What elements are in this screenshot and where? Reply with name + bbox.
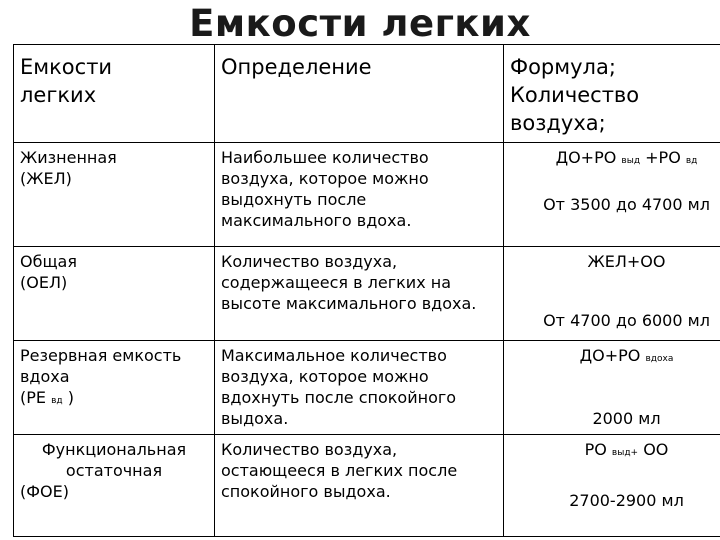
row-amount: От 3500 до 4700 мл	[543, 195, 710, 214]
row-name-cell	[14, 435, 215, 537]
header-formula-line-3: воздуха;	[510, 111, 606, 135]
row-name-line: Жизненная	[20, 148, 117, 167]
row-name-line: остаточная	[65, 461, 163, 480]
table-row	[14, 341, 720, 435]
row-name-cell	[14, 341, 215, 435]
header-formula-line-2: Количество	[510, 83, 640, 107]
row-name-line: Общая	[20, 252, 77, 271]
header-capacity-line-2: легких	[20, 83, 97, 107]
row-amount: От 4700 до 6000 мл	[543, 311, 710, 330]
row-name-line: вдоха	[20, 367, 70, 386]
row-abbr-line: (ФОЕ)	[20, 482, 69, 501]
row-definition-cell: Количество воздуха, остающееся в легких после спокойного выдоха.	[215, 435, 504, 537]
row-formula: ДО+РО выд +РО вд	[555, 148, 698, 167]
row-formula: РО выд+ ОО	[584, 440, 669, 459]
table-row	[14, 247, 720, 341]
header-capacity-line-1: Емкости	[20, 55, 113, 79]
row-name-cell	[14, 247, 215, 341]
row-formula-cell	[504, 435, 720, 537]
spacer	[510, 464, 720, 490]
header-capacity	[14, 45, 215, 143]
row-formula-cell	[504, 247, 720, 341]
row-abbr-line: (РЕ вд )	[20, 388, 74, 407]
slide-title: Емкости легких	[189, 2, 531, 45]
lung-capacity-table	[13, 44, 720, 537]
row-name-line: Резервная емкость	[20, 346, 182, 365]
header-definition: Определение	[215, 45, 504, 143]
table-header-row	[14, 45, 720, 143]
row-definition-cell: Наибольшее количество воздуха, которое можно выдохнуть после максимального вдоха.	[215, 143, 504, 247]
row-formula-cell	[504, 143, 720, 247]
header-formula-line-1: Формула;	[510, 55, 616, 79]
row-formula: ЖЕЛ+ОО	[587, 252, 666, 271]
header-formula	[504, 45, 720, 143]
row-amount: 2700-2900 мл	[569, 491, 684, 510]
row-definition-cell: Максимальное количество воздуха, которое можно вдохнуть после спокойного выдоха.	[215, 341, 504, 435]
row-name-cell	[14, 143, 215, 247]
row-name-line: Функциональная	[41, 440, 187, 459]
row-abbr-line: (ЖЕЛ)	[20, 169, 72, 188]
spacer	[510, 370, 720, 408]
table-row	[14, 143, 720, 247]
row-formula: ДО+РО вдоха	[579, 346, 674, 365]
spacer	[510, 172, 720, 194]
table-row	[14, 435, 720, 537]
row-abbr-line: (ОЕЛ)	[20, 273, 68, 292]
row-formula-cell	[504, 341, 720, 435]
row-definition-cell: Количество воздуха, содержащееся в легких на высоте максимального вдоха.	[215, 247, 504, 341]
row-amount: 2000 мл	[592, 409, 661, 428]
spacer	[510, 272, 720, 310]
